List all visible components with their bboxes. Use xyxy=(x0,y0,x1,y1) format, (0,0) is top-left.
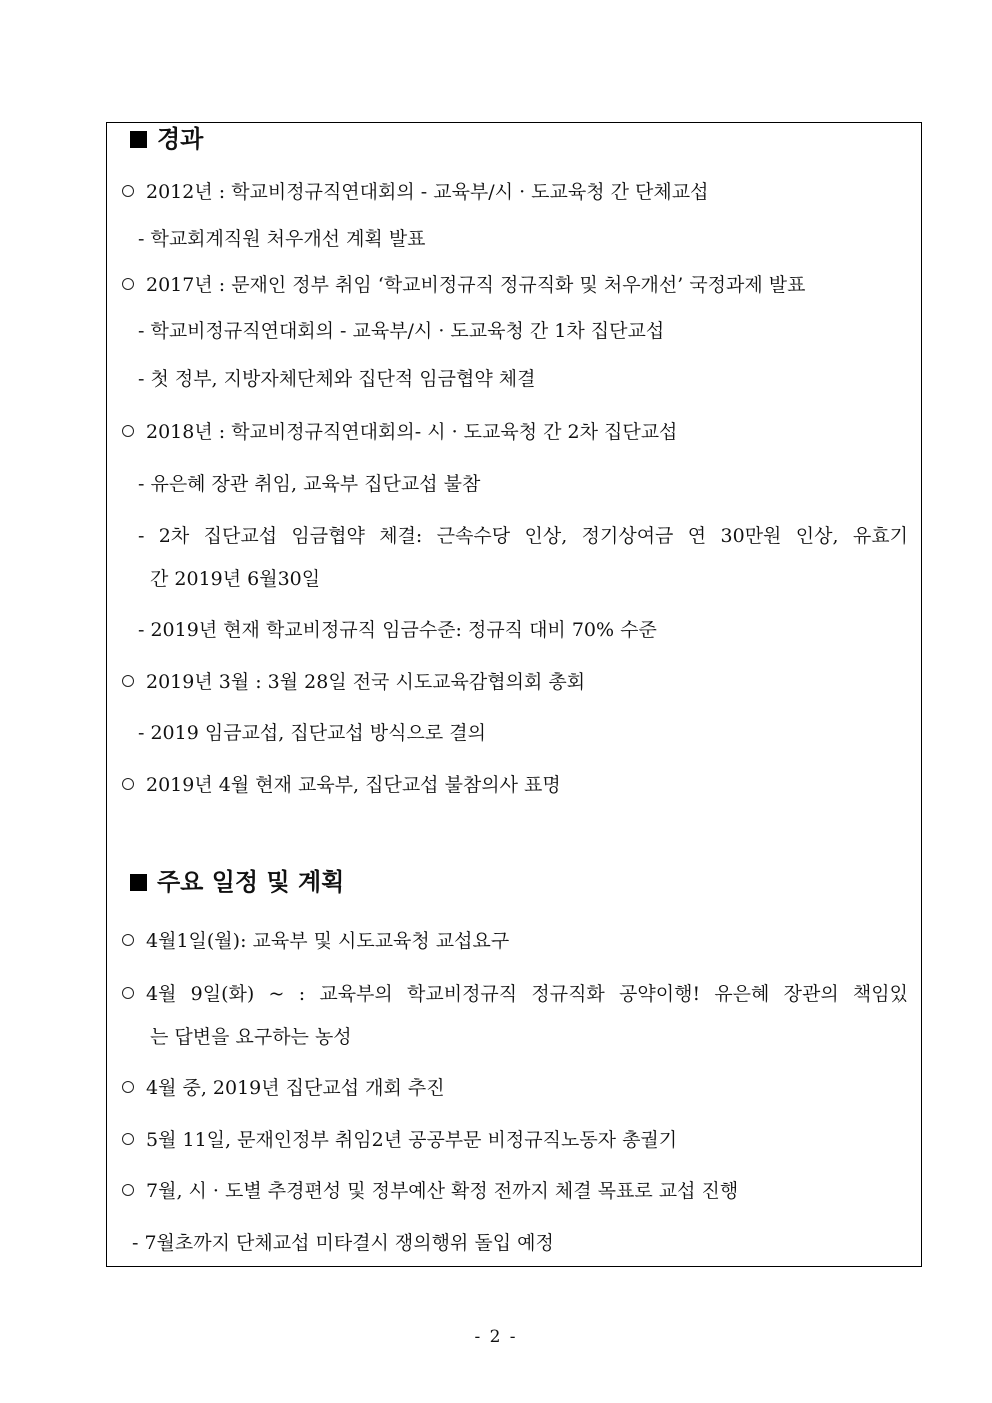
item-text: - 학교회계직원 처우개선 계획 발표 xyxy=(138,228,426,250)
item-text: 2019년 4월 현재 교육부, 집단교섭 불참의사 표명 xyxy=(146,774,561,796)
item-text: 는 답변을 요구하는 농성 xyxy=(150,1026,352,1048)
schedule-item xyxy=(122,1179,738,1203)
history-subitem xyxy=(138,721,486,745)
page-number: - 2 - xyxy=(474,1327,518,1347)
item-text: - 학교비정규직연대회의 - 교육부/시 · 도교육청 간 1차 집단교섭 xyxy=(138,320,665,342)
history-subitem xyxy=(138,367,535,391)
schedule-item xyxy=(122,1076,445,1100)
history-item xyxy=(122,420,677,444)
section-heading-schedule xyxy=(130,867,344,897)
schedule-item xyxy=(122,1128,677,1152)
item-text: - 유은혜 장관 취임, 교육부 집단교섭 불참 xyxy=(138,473,481,495)
item-text: - 첫 정부, 지방자체단체와 집단적 임금협약 체결 xyxy=(138,368,536,390)
square-bullet-icon xyxy=(130,874,147,891)
circle-bullet-icon xyxy=(122,1184,134,1196)
schedule-item xyxy=(122,982,908,1006)
history-subitem xyxy=(138,319,664,343)
item-text: - 2차 집단교섭 임금협약 체결: 근속수당 인상, 정기상여금 연 30만원 인상, 유효기 xyxy=(138,525,908,547)
circle-bullet-icon xyxy=(122,425,134,437)
history-item xyxy=(122,670,585,694)
item-text: - 2019 임금교섭, 집단교섭 방식으로 결의 xyxy=(138,722,486,744)
item-text: 4월 9일(화) ~ : 교육부의 학교비정규직 정규직화 공약이행! 유은혜 장관의 책임있 xyxy=(146,983,908,1005)
history-subitem xyxy=(138,227,426,251)
circle-bullet-icon xyxy=(122,934,134,946)
section-title: 주요 일정 및 계획 xyxy=(157,867,345,896)
item-text: - 2019년 현재 학교비정규직 임금수준: 정규직 대비 70% 수준 xyxy=(138,619,657,641)
item-text: 2017년 : 문재인 정부 취임 ‘학교비정규직 정규직화 및 처우개선’ 국정과제 발표 xyxy=(146,274,806,296)
item-text: 2012년 : 학교비정규직연대회의 - 교육부/시 · 도교육청 간 단체교섭 xyxy=(146,181,709,203)
history-item xyxy=(122,273,806,297)
schedule-item-continuation xyxy=(150,1025,352,1049)
circle-bullet-icon xyxy=(122,278,134,290)
history-subitem xyxy=(138,472,480,496)
section-heading-history xyxy=(130,124,203,154)
circle-bullet-icon xyxy=(122,185,134,197)
square-bullet-icon xyxy=(130,131,147,148)
item-text: 4월1일(월): 교육부 및 시도교육청 교섭요구 xyxy=(146,930,510,952)
history-item xyxy=(122,180,708,204)
circle-bullet-icon xyxy=(122,987,134,999)
circle-bullet-icon xyxy=(122,675,134,687)
item-text: 간 2019년 6월30일 xyxy=(150,568,321,590)
history-subitem-continuation xyxy=(150,567,320,591)
schedule-item xyxy=(122,929,509,953)
history-subitem xyxy=(138,618,657,642)
history-subitem xyxy=(138,524,908,548)
section-title: 경과 xyxy=(157,124,204,153)
history-item xyxy=(122,773,561,797)
item-text: 2018년 : 학교비정규직연대회의- 시 · 도교육청 간 2차 집단교섭 xyxy=(146,421,678,443)
item-text: 5월 11일, 문재인정부 취임2년 공공부문 비정규직노동자 총궐기 xyxy=(146,1129,678,1151)
item-text: 4월 중, 2019년 집단교섭 개회 추진 xyxy=(146,1077,445,1099)
item-text: 2019년 3월 : 3월 28일 전국 시도교육감협의회 총회 xyxy=(146,671,586,693)
circle-bullet-icon xyxy=(122,1133,134,1145)
item-text: 7월, 시 · 도별 추경편성 및 정부예산 확정 전까지 체결 목표로 교섭 진행 xyxy=(146,1180,739,1202)
circle-bullet-icon xyxy=(122,1081,134,1093)
schedule-subitem xyxy=(132,1231,554,1255)
item-text: - 7월초까지 단체교섭 미타결시 쟁의행위 돌입 예정 xyxy=(132,1232,554,1254)
circle-bullet-icon xyxy=(122,778,134,790)
